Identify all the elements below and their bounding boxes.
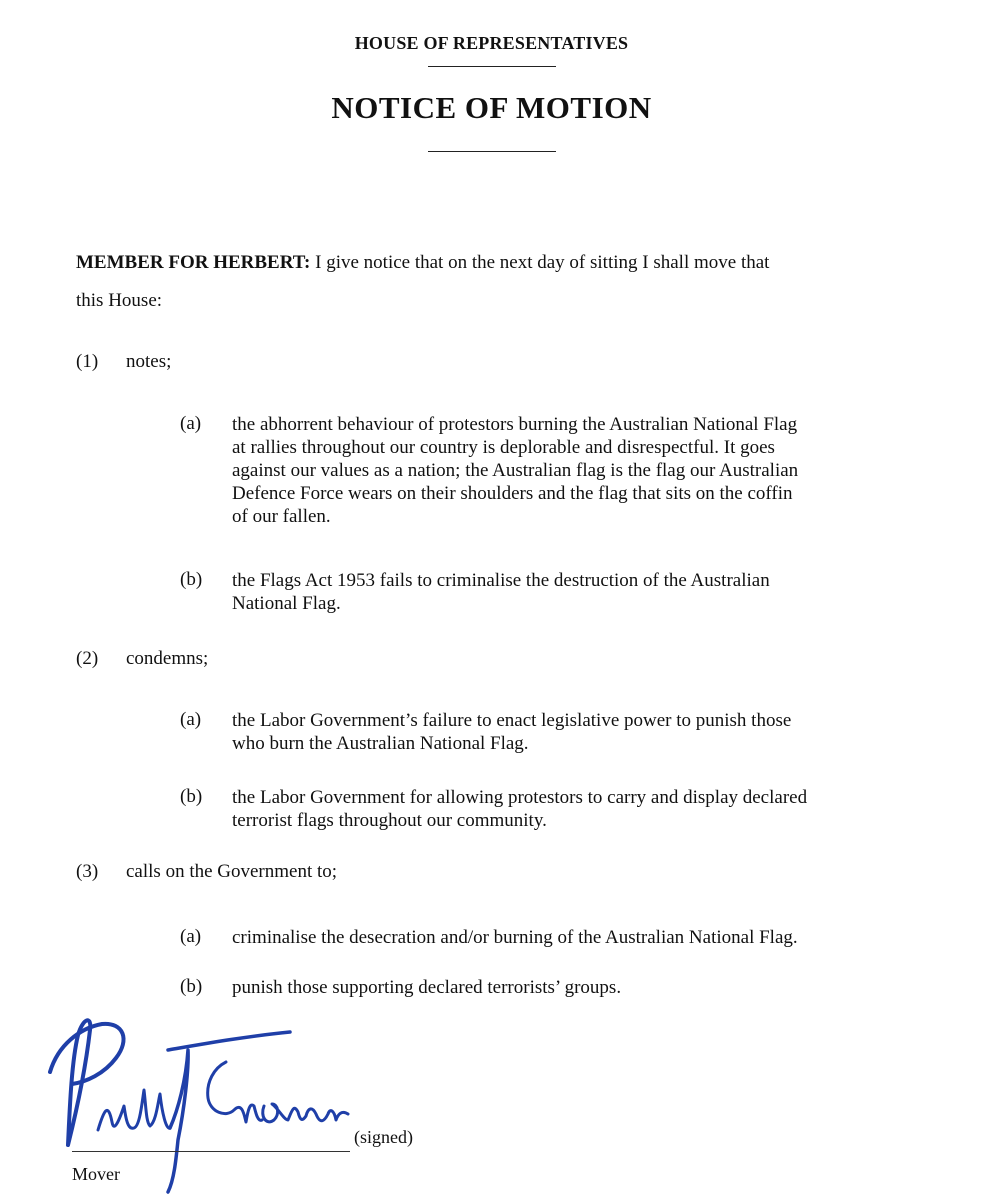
subitem-letter: (a) — [180, 413, 202, 434]
subitem-line: punish those supporting declared terrorists’ groups. — [232, 977, 622, 998]
intro-line-1 — [76, 244, 906, 282]
signature-stroke — [168, 1050, 188, 1192]
document-title: NOTICE OF MOTION — [331, 90, 652, 125]
subitem-text — [232, 926, 922, 949]
subitem-line: the Labor Government for allowing protestors to carry and display declared — [232, 787, 808, 808]
house-heading: HOUSE OF REPRESENTATIVES — [354, 33, 629, 53]
mover-label: Mover — [72, 1164, 120, 1184]
signature-stroke — [263, 1104, 348, 1122]
subitem-line: Defence Force wears on their shoulders and the flag that sits on the coffin — [232, 483, 793, 504]
signed-label: (signed) — [354, 1127, 413, 1147]
subitem-letter: (a) — [180, 926, 202, 947]
subitem-line: the Labor Government’s failure to enact legislative power to punish those — [232, 710, 792, 731]
heading-rule-bottom — [428, 151, 556, 152]
subitem-text — [232, 709, 922, 755]
item-number: (2) — [76, 648, 99, 669]
subitem-line: the abhorrent behaviour of protestors burning the Australian National Flag — [232, 414, 798, 435]
signature-line — [72, 1151, 350, 1152]
subitem-text — [232, 413, 922, 528]
subitem-letter: (b) — [180, 569, 203, 590]
heading-rule-top — [428, 66, 556, 67]
subitem-line: terrorist flags throughout our community. — [232, 810, 547, 831]
subitem-text — [232, 976, 922, 999]
subitem-line: of our fallen. — [232, 506, 331, 527]
item-label: calls on the Government to; — [126, 861, 338, 882]
signature-stroke — [168, 1032, 290, 1050]
signature-stroke — [208, 1062, 262, 1122]
subitem-line: National Flag. — [232, 593, 341, 614]
member-label: MEMBER FOR HERBERT: — [76, 252, 311, 273]
item-number: (1) — [76, 351, 99, 372]
item-number: (3) — [76, 861, 99, 882]
intro-text: I give notice that on the next day of sitting I shall move that — [310, 252, 770, 273]
subitem-letter: (a) — [180, 709, 202, 730]
signature-stroke — [98, 1090, 170, 1130]
subitem-letter: (b) — [180, 976, 203, 997]
item-label: condemns; — [126, 648, 209, 669]
subitem-line: the Flags Act 1953 fails to criminalise the destruction of the Australian — [232, 570, 770, 591]
subitem-text — [232, 786, 922, 832]
intro-paragraph — [76, 244, 906, 320]
subitem-text — [232, 569, 922, 615]
subitem-line: who burn the Australian National Flag. — [232, 733, 529, 754]
subitem-line: at rallies throughout our country is deplorable and disrespectful. It goes — [232, 437, 775, 458]
subitem-line: against our values as a nation; the Australian flag is the flag our Australian — [232, 460, 799, 481]
item-label: notes; — [126, 351, 172, 372]
intro-line-2: this House: — [76, 290, 163, 311]
subitem-line: criminalise the desecration and/or burning of the Australian National Flag. — [232, 927, 798, 948]
subitem-letter: (b) — [180, 786, 203, 807]
